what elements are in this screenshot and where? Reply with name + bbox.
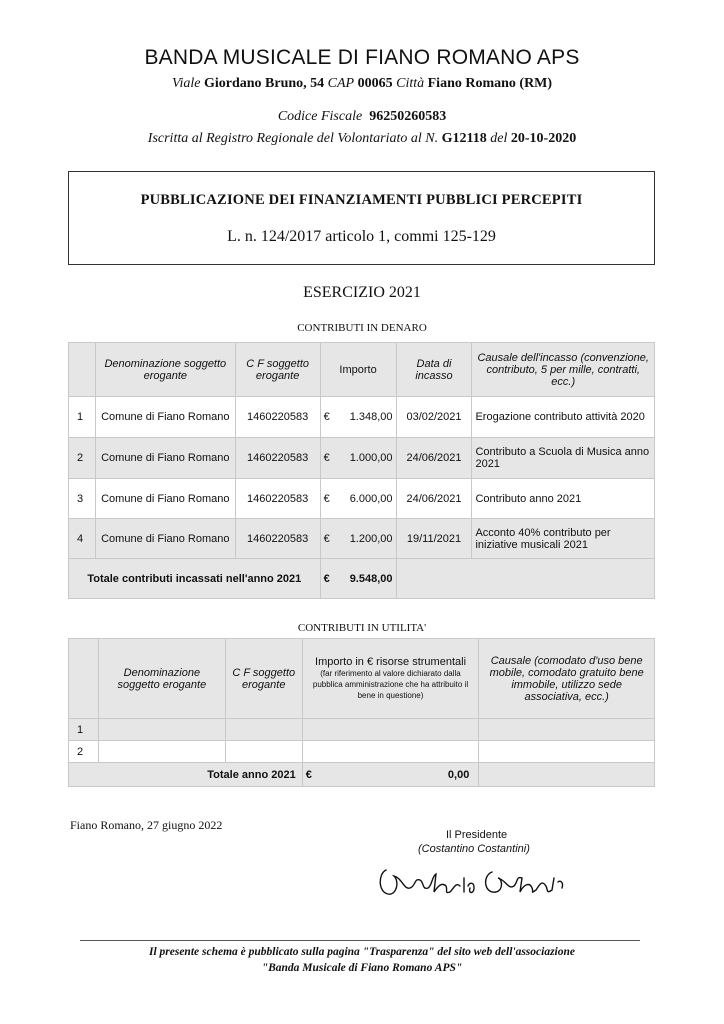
total-row — [69, 763, 655, 787]
total-label: Totale anno 2021 — [69, 763, 303, 787]
president-label: Il Presidente — [446, 829, 508, 841]
place-date: Fiano Romano, 27 giugno 2022 — [70, 818, 223, 832]
header-cf: C F soggetto erogante — [225, 639, 302, 719]
table-row: 4 Comune di Fiano Romano 1460220583 € 1.200,00 19/11/2021 Acconto 40% contributo per iniziative musicali 2021 — [69, 519, 655, 559]
table-row: 1 Comune di Fiano Romano 1460220583 € 1.348,00 03/02/2021 Erogazione contributo attività 2020 — [69, 397, 655, 438]
header-denominazione: Denominazione soggetto erogante — [95, 343, 235, 397]
header-data: Data di incasso — [396, 343, 472, 397]
total-value: € 0,00 — [302, 763, 479, 787]
footer-divider — [80, 940, 640, 941]
total-value: € 9.548,00 — [320, 559, 396, 599]
table-row: 3 Comune di Fiano Romano 1460220583 € 6.000,00 24/06/2021 Contributo anno 2021 — [69, 479, 655, 519]
header-importo: Importo in € risorse strumentali (far riferimento al valore dichiarato dalla pubblica amministrazione che ha attribuito il bene in questione) — [302, 639, 479, 719]
organization-title: BANDA MUSICALE DI FIANO ROMANO APS — [144, 46, 580, 69]
header-denominazione: Denominazione soggetto erogante — [98, 639, 225, 719]
publication-law-reference: L. n. 124/2017 articolo 1, commi 125-129 — [227, 228, 496, 245]
header-causale: Causale dell'incasso (convenzione, contributo, 5 per mille, contratti, ecc.) — [472, 343, 655, 397]
table-header-row — [69, 343, 655, 397]
denaro-caption: CONTRIBUTI IN DENARO — [297, 322, 427, 334]
table-row: 2 Comune di Fiano Romano 1460220583 € 1.000,00 24/06/2021 Contributo a Scuola di Musica anno 2021 — [69, 438, 655, 479]
header-cf: C F soggetto erogante — [235, 343, 320, 397]
organization-address: Viale Giordano Bruno, 54 CAP 00065 Città Fiano Romano (RM) — [171, 76, 553, 91]
total-row — [69, 559, 655, 599]
fiscal-year-title: ESERCIZIO 2021 — [303, 284, 421, 301]
contributi-utilita-table — [68, 638, 655, 787]
contributi-denaro-table — [68, 342, 655, 599]
publication-heading: PUBBLICAZIONE DEI FINANZIAMENTI PUBBLICI PERCEPITI — [140, 192, 583, 208]
president-name: (Costantino Costantini) — [418, 843, 530, 855]
codice-fiscale: Codice Fiscale 96250260583 — [277, 109, 447, 124]
registro-info: Iscritta al Registro Regionale del Volontariato al N. G12118 del 20-10-2020 — [147, 131, 577, 146]
total-label: Totale contributi incassati nell'anno 2021 — [69, 559, 321, 599]
footer-note: Il presente schema è pubblicato sulla pagina "Trasparenza" del sito web dell'associazione "Banda Musicale di Fiano Romano APS" — [148, 946, 576, 974]
publication-box — [68, 171, 655, 265]
header-causale: Causale (comodato d'uso bene mobile, comodato gratuito bene immobile, utilizzo sede associativa, ecc.) — [479, 639, 655, 719]
header-importo: Importo — [320, 343, 396, 397]
utilita-caption: CONTRIBUTI IN UTILITA' — [297, 622, 427, 634]
table-row: 1 — [69, 719, 655, 741]
table-row: 2 — [69, 741, 655, 763]
handwritten-signature — [374, 852, 574, 904]
table-header-row — [69, 639, 655, 719]
